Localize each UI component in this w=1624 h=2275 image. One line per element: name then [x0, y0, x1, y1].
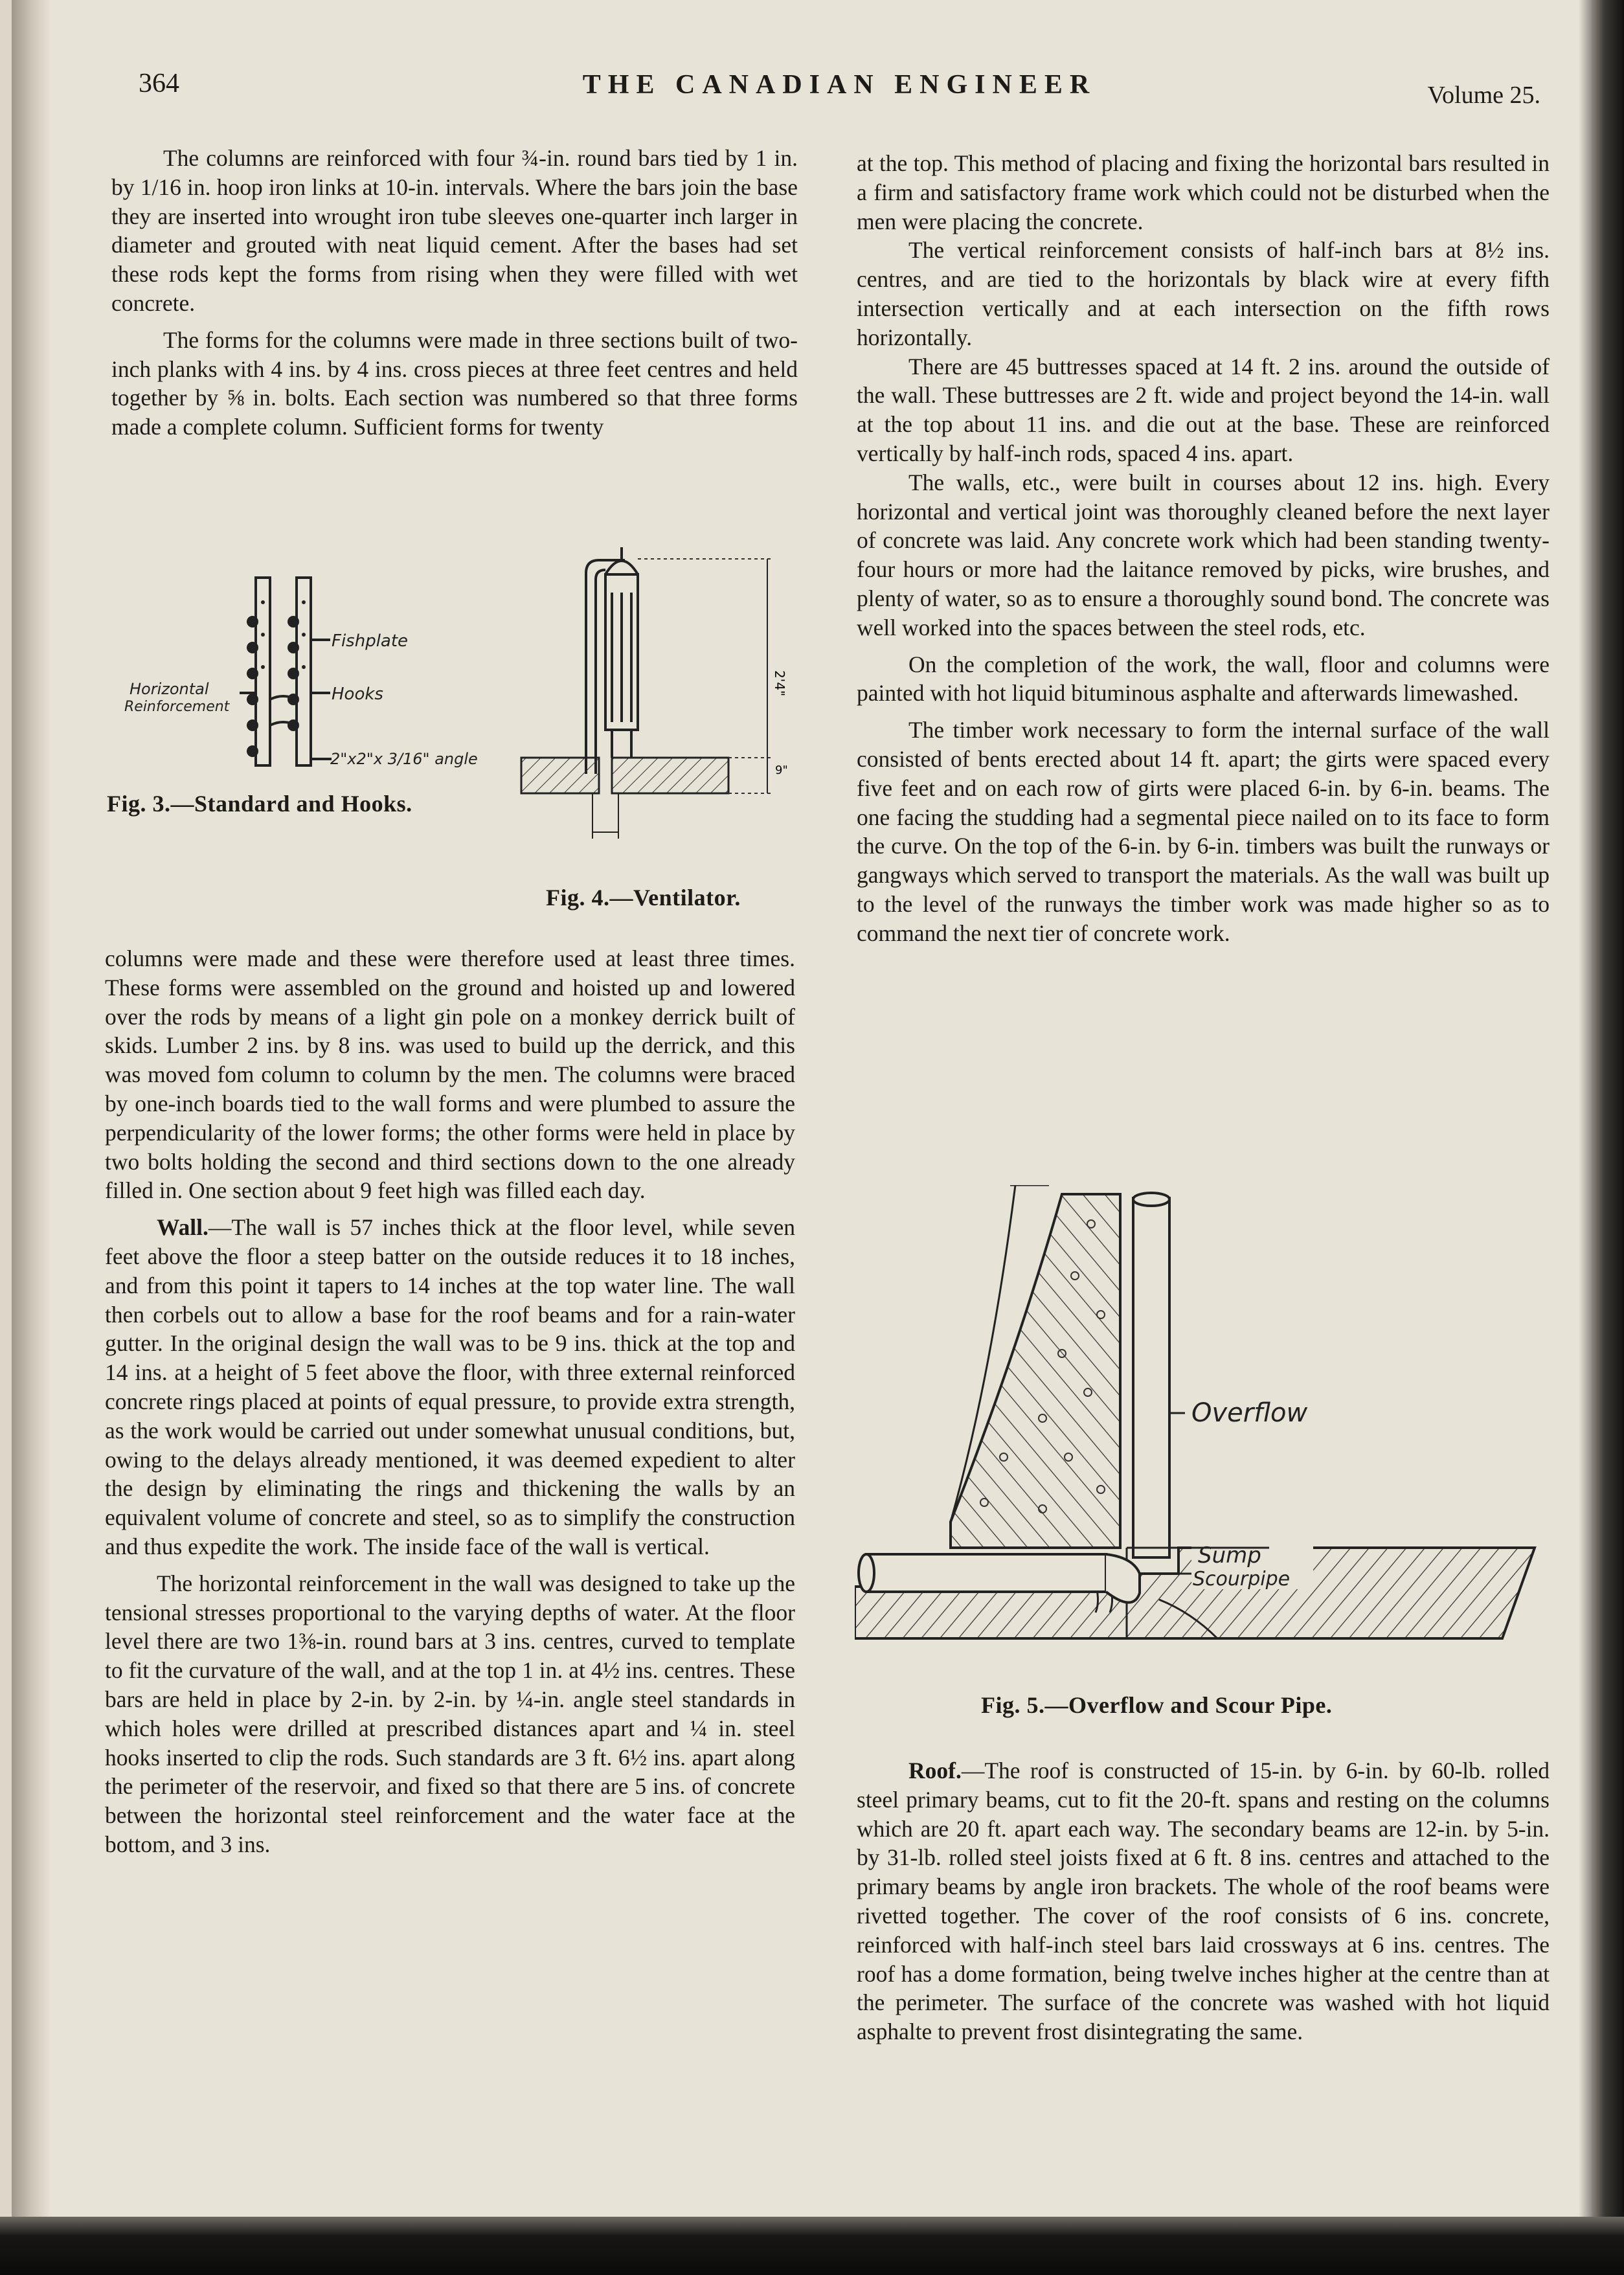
paragraph-timber-work: The timber work necessary to form the internal surface of the wall consisted of bents erected about 14 ft. apart; the girts were spaced every five feet and on each row of girts were placed 6-in. by 6-in. beams. The one facing the studding had a segmental piece nailed on to its face to form the curve. On the top of the 6-in. by 6-in. timbers was built the runways or gangways which served to transport the materials. As the wall was built up to the level of the runways the timber work was made higher so as to command the next tier of concrete work.	[857, 717, 1550, 946]
roof-section-label: Roof.	[908, 1758, 962, 1783]
figure-3-standard-and-hooks	[123, 563, 486, 784]
page-number: 364	[139, 69, 179, 98]
paragraph-painting: On the completion of the work, the wall, floor and columns were painted with hot liquid bituminous asphalte and afterwards limewashed.	[857, 651, 1550, 707]
right-column-top-text	[857, 149, 1550, 948]
left-column-lower-text	[105, 944, 795, 1859]
page-binding-shadow	[12, 0, 51, 2228]
figure-4-ventilator	[515, 534, 806, 884]
paragraph-column-forms: The forms for the columns were made in three sections built of two-inch planks with 4 ins. by 4 ins. cross pieces at three feet centres and held together by ⅝ in. bolts. Each section was numbered so that three forms made a complete column. Sufficient forms for twenty	[111, 326, 798, 440]
wall-section-text: —The wall is 57 inches thick at the floor level, while seven feet above the floor a steep batter on the outside reduces it to 18 inches, and from this point it tapers to 14 inches at the top water line. The wall then corbels out to allow a base for the roof beams and for a rain-water gutter. In the original design the wall was to be 9 ins. thick at the top and 14 ins. at a height of 5 feet above the floor, with three external reinforced concrete rings placed at points of equal pressure, to provide extra strength, as the work would be carried out under somewhat unusual conditions, but, owing to the delays already mentioned, it was deemed expedient to alter the design by eliminating the rings and thickening the walls by an equivalent volume of concrete and steel, so as to simplify the construction and thus expedite the work. The inside face of the wall is vertical.	[105, 1214, 795, 1559]
volume-label: Volume 25.	[1427, 82, 1540, 109]
fishplate-label: Fishplate	[332, 631, 409, 651]
figure-3-caption: Fig. 3.—Standard and Hooks.	[107, 791, 412, 817]
retaining-wall-section	[951, 1194, 1120, 1548]
page-edge-shadow	[1579, 0, 1624, 2275]
running-header	[139, 68, 1540, 113]
paragraph-courses: The walls, etc., were built in courses about 12 ins. high. Every horizontal and vertical joint was thoroughly cleaned before the next layer of concrete was laid. Any concrete work which had been standing twenty-four hours or more had the laitance removed by picks, wire brushes, and plenty of water, so as to ensure a thoroughly sound bond. The concrete was well worked into the spaces between the steel rods, etc.	[857, 469, 1550, 640]
overflow-label: Overflow	[1191, 1398, 1308, 1428]
slab-thickness-dimension: 9"	[775, 764, 788, 777]
roof-section-text: —The roof is constructed of 15-in. by 6-in. by 60-lb. rolled steel primary beams, cut to fit the 20-ft. spans and resting on the columns which are 20 ft. apart each way. The secondary beams are 12-in. by 5-in. by 31-lb. rolled steel joists fixed at 6 ft. 8 ins. centres and attached to the primary beams by angle iron brackets. The whole of the roof beams were rivetted together. The cover of the roof consists of 6 ins. concrete, reinforced with half-inch steel bars laid crossways at 6 ins. centres. The roof has a dome formation, being twelve inches higher at the centre than at the perimeter. The surface of the concrete was washed with hot liquid asphalte to prevent frost disintegrating the same.	[857, 1758, 1550, 2045]
paragraph-forms-assembly: columns were made and these were therefore used at least three times. These forms were assembled on the ground and hoisted up and lowered over the rods by means of a light gin pole on a monkey derrick built of skids. Lumber 2 ins. by 8 ins. was used to build up the derrick, and this was moved fom column to column by the men. The columns were braced by one-inch boards tied to the wall forms and were plumbed to assure the perpendicularity of the lower forms; the other forms were held in place by two bolts holding the second and third sections down to the one already filled in. One section about 9 feet high was filled each day.	[105, 945, 795, 1204]
horizontal-label: Horizontal	[130, 680, 209, 698]
sump-label: Sump	[1198, 1543, 1261, 1568]
reinforcement-label: Reinforcement	[124, 699, 230, 715]
left-column-top-text	[111, 144, 798, 442]
paragraph-roof	[857, 1756, 1550, 2046]
hooks-label: Hooks	[332, 685, 383, 704]
paragraph-wall	[105, 1213, 795, 1561]
paragraph-columns-reinforcement: The columns are reinforced with four ¾-in. round bars tied by 1 in. by 1/16 in. hoop iron links at 10-in. intervals. Where the bars join the base they are inserted into wrought iron tube sleeves one-quarter inch larger in diameter and grouted with neat liquid cement. After the bases had set these rods kept the forms from rising when they were filled with wet concrete.	[111, 145, 798, 316]
paragraph-frame-work: at the top. This method of placing and fixing the horizontal bars resulted in a firm and satisfactory frame work which could not be disturbed when the men were placing the concrete.	[857, 150, 1550, 234]
angle-label: 2"x2"x 3/16" angle	[330, 750, 478, 768]
paragraph-vertical-reinforcement: The vertical reinforcement consists of half-inch bars at 8½ ins. centres, and are tied to the horizontals by black wire at every fifth intersection vertically and at each intersection on the fifth rows horizontally.	[857, 237, 1550, 350]
ventilator-height-dimension: 2'4"	[772, 670, 787, 697]
paragraph-buttresses: There are 45 buttresses spaced at 14 ft. 2 ins. around the outside of the wall. These buttresses are 2 ft. wide and project beyond the 14-in. wall at the top about 11 ins. and die out at the base. These are reinforced vertically by half-inch rods, spaced 4 ins. apart.	[857, 353, 1550, 466]
paragraph-horizontal-reinforcement: The horizontal reinforcement in the wall was designed to take up the tensional stresses proportional to the varying depths of water. At the floor level there are two 1⅜-in. round bars at 3 ins. centres, curved to template to fit the curvature of the wall, and at the top 1 in. at 4½ ins. centres. These bars are held in place by 2-in. by 2-in. by ¼-in. angle steel standards in which holes were drilled at prescribed distances apart and ¼ in. steel hooks inserted to clip the rods. Such standards are 3 ft. 6½ ins. apart along the perimeter of the reservoir, and fixed so that there are 5 ins. of concrete between the horizontal steel reinforcement and the water face at the bottom, and 3 ins.	[105, 1570, 795, 1857]
scan-bottom-edge	[0, 2217, 1624, 2275]
figure-5-caption: Fig. 5.—Overflow and Scour Pipe.	[981, 1692, 1333, 1718]
overflow-pipe	[1133, 1193, 1169, 1557]
right-column-lower-text	[857, 1756, 1550, 2046]
journal-title: THE CANADIAN ENGINEER	[582, 70, 1097, 100]
wall-section-label: Wall.	[157, 1214, 209, 1241]
figure-4-caption: Fig. 4.—Ventilator.	[546, 885, 741, 911]
figure-5-overflow-and-scour-pipe	[855, 1185, 1554, 1651]
scourpipe-label: Scourpipe	[1193, 1568, 1291, 1590]
